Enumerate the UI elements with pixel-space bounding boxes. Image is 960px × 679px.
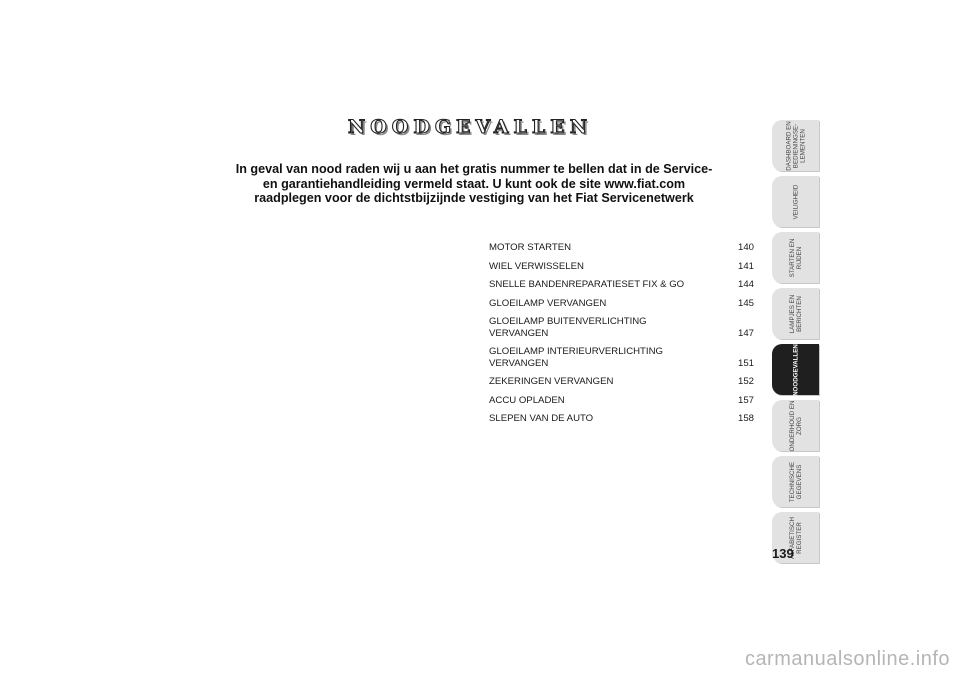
toc-item-label: GLOEILAMP BUITENVERLICHTING VERVANGEN xyxy=(489,316,647,339)
toc-item-page: 141 xyxy=(737,260,754,272)
toc-item-page: 158 xyxy=(737,413,754,424)
tab-label: STARTEN EN RIJDEN xyxy=(788,238,803,277)
toc-item-label: GLOEILAMP VERVANGEN xyxy=(489,297,607,309)
tab-label: DASHBOARD EN BEDIENINGSE- LEMENTEN xyxy=(785,120,806,171)
tab-onderhoud-en-zorg[interactable] xyxy=(772,400,819,451)
table-of-contents xyxy=(489,242,754,432)
toc-item[interactable] xyxy=(489,316,754,339)
page-title: NOODGEVALLEN xyxy=(347,116,593,138)
tab-label: ONDERHOUD EN ZORG xyxy=(788,400,803,451)
toc-item-label: SNELLE BANDENREPARATIESET FIX & GO xyxy=(489,279,685,290)
toc-item[interactable] xyxy=(489,279,754,291)
toc-item-label: MOTOR STARTEN xyxy=(489,242,572,253)
tab-lampjes-en-berichten[interactable] xyxy=(772,288,819,339)
toc-item-label: WIEL VERWISSELEN xyxy=(489,260,584,272)
watermark: carmanualsonline.info xyxy=(744,648,950,670)
tab-technische-gegevens[interactable] xyxy=(772,456,819,507)
toc-item[interactable] xyxy=(489,242,754,254)
toc-item[interactable] xyxy=(489,413,754,425)
toc-item[interactable] xyxy=(489,261,754,273)
toc-item-page: 157 xyxy=(737,394,754,406)
tab-dashboard[interactable] xyxy=(772,120,819,171)
tab-veiligheid[interactable] xyxy=(772,176,819,227)
intro-text: In geval van nood raden wij u aan het gratis nummer te bellen dat in de Service- en garantiehandleiding vermeld staat. U kunt ook de site www.fiat.com raadplegen voor de dichtstbijzijnde vestiging van het Fiat Servicenetwerk xyxy=(235,162,713,205)
tab-starten-en-rijden[interactable] xyxy=(772,232,819,283)
toc-item-page: 151 xyxy=(737,357,754,369)
toc-item-page: 152 xyxy=(737,376,754,387)
tab-noodgevallen[interactable] xyxy=(772,344,819,395)
toc-item[interactable] xyxy=(489,395,754,407)
tab-label: ALFABETISCH REGISTER xyxy=(788,516,803,559)
toc-item-label: ACCU OPLADEN xyxy=(489,394,565,406)
page-number: 139 xyxy=(772,546,794,561)
toc-item-label: GLOEILAMP INTERIEURVERLICHTING VERVANGEN xyxy=(489,346,663,369)
section-tabs xyxy=(772,120,819,568)
toc-item[interactable] xyxy=(489,346,754,369)
toc-item-page: 145 xyxy=(737,297,754,309)
toc-item-page: 140 xyxy=(737,242,754,253)
tab-label: NOODGEVALLEN xyxy=(792,343,799,396)
toc-item-page: 147 xyxy=(737,327,754,339)
toc-item[interactable] xyxy=(489,376,754,388)
toc-item[interactable] xyxy=(489,298,754,310)
toc-item-label: ZEKERINGEN VERVANGEN xyxy=(489,376,614,387)
toc-item-page: 144 xyxy=(737,279,754,290)
tab-label: TECHNISCHE GEGEVENS xyxy=(788,461,803,502)
tab-label: LAMPJES EN BERICHTEN xyxy=(788,294,803,333)
toc-item-label: SLEPEN VAN DE AUTO xyxy=(489,413,594,424)
tab-label: VEILIGHEID xyxy=(792,184,799,219)
